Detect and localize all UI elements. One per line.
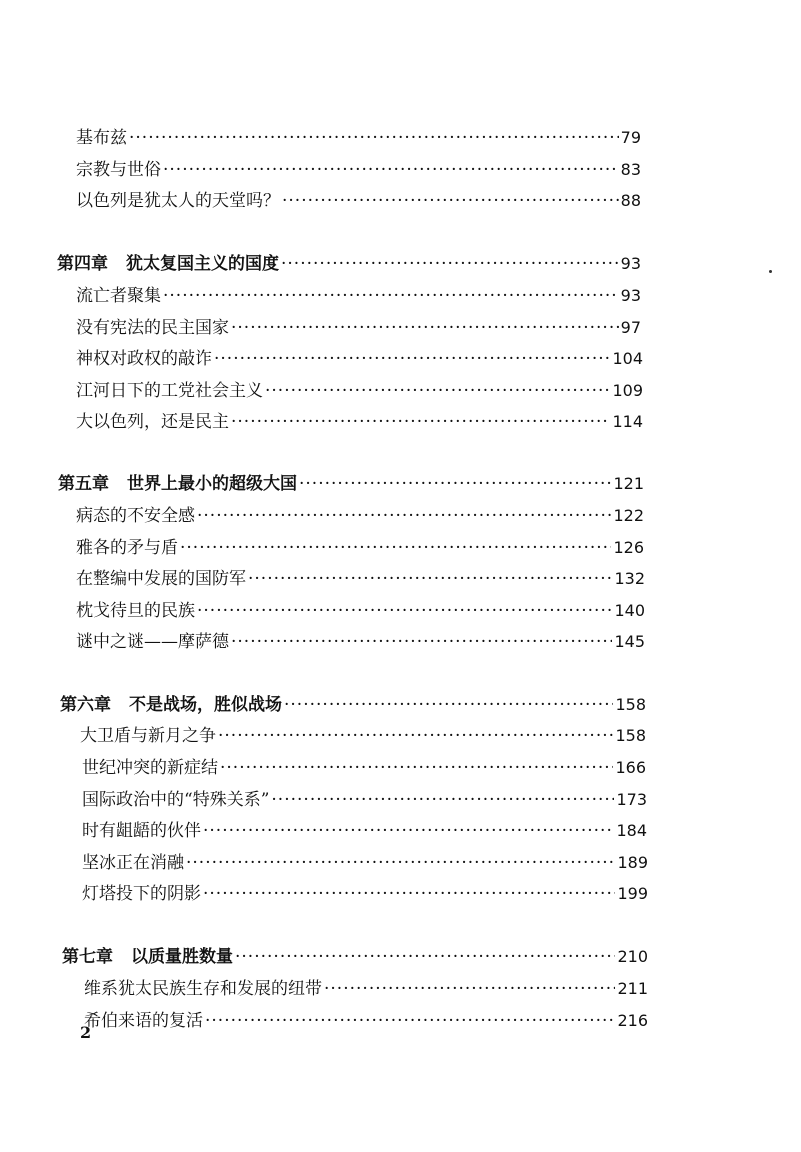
toc-chapter-entry [57,249,641,279]
toc-section-entry [82,816,647,846]
section-title: 基布兹 [76,128,127,148]
section-title: 大卫盾与新月之争 [80,726,216,746]
section-title: 枕戈待旦的民族 [76,601,195,621]
page-reference: 210 [617,947,648,966]
page-reference: 126 [613,538,644,557]
chapter-heading [57,249,279,279]
section-title: 维系犹太民族生存和发展的纽带 [84,979,322,999]
toc-section-entry [76,155,641,185]
section-title: 流亡者聚集 [76,286,161,306]
dot-leader [324,974,615,1004]
section-title: 宗教与世俗 [76,160,161,180]
page-reference: 140 [614,601,645,620]
page-reference: 121 [613,474,644,493]
dot-leader [265,376,610,406]
page-reference: 122 [613,506,644,525]
toc-section-entry [76,281,641,311]
chapter-label: 第四章 [57,254,108,274]
toc-section-entry [80,721,646,751]
chapter-title: 以质量胜数量 [131,947,233,967]
page-reference: 173 [616,790,647,809]
page-number: 2 [80,1023,92,1042]
page-reference: 104 [612,349,643,368]
dot-leader [163,155,619,185]
page-reference: 93 [620,254,641,273]
toc-chapter-entry [58,469,644,499]
section-title: 灯塔投下的阴影 [82,884,201,904]
section-title: 没有宪法的民主国家 [76,318,229,338]
dot-leader [197,501,611,531]
chapter-label: 第六章 [60,695,111,715]
dot-leader [231,407,610,437]
toc-section-entry [76,596,645,626]
page-reference: 184 [616,821,647,840]
page-reference: 158 [615,695,646,714]
dot-leader [220,753,613,783]
dot-leader [218,721,613,751]
page-reference: 132 [614,569,645,588]
dot-leader [186,848,615,878]
dot-leader [271,785,614,815]
section-title: 大以色列，还是民主 [76,412,229,432]
page-reference: 109 [612,381,643,400]
toc-section-entry [82,785,647,815]
dot-leader [235,942,615,972]
toc-section-entry [76,533,644,563]
toc-section-entry [84,1006,648,1036]
dot-leader [197,596,612,626]
dot-leader [231,313,619,343]
section-title: 坚冰正在消融 [82,853,184,873]
section-title: 谜中之谜——摩萨德 [76,632,229,652]
section-title: 病态的不安全感 [76,506,195,526]
chapter-title: 犹太复国主义的国度 [126,254,279,274]
scan-speck [769,270,772,273]
toc-section-entry [76,407,643,437]
page-reference: 211 [617,979,648,998]
section-title: 江河日下的工党社会主义 [76,381,263,401]
dot-leader [163,281,619,311]
toc-section-entry [84,974,648,1004]
page-reference: 79 [620,128,641,147]
dot-leader [180,533,611,563]
dot-leader [205,1006,615,1036]
page-reference: 216 [617,1011,648,1030]
dot-leader [248,564,612,594]
chapter-label: 第七章 [62,947,113,967]
dot-leader [281,249,619,279]
chapter-title: 不是战场，胜似战场 [129,695,282,715]
dot-leader [299,469,611,499]
toc-section-entry [82,879,648,909]
dot-leader [129,123,619,153]
page-reference: 93 [620,286,641,305]
toc-chapter-entry [62,942,648,972]
chapter-label: 第五章 [58,474,109,494]
page-reference: 199 [617,884,648,903]
toc-section-entry [76,376,643,406]
dot-leader [282,186,619,216]
toc-section-entry [76,627,645,657]
dot-leader [203,816,614,846]
toc-section-entry [82,848,648,878]
section-title: 国际政治中的“特殊关系” [82,790,270,810]
chapter-heading [62,942,233,972]
toc-section-entry [76,186,641,216]
page-reference: 166 [615,758,646,777]
section-title: 时有龃龉的伙伴 [82,821,201,841]
section-title: 在整编中发展的国防军 [76,569,246,589]
page-reference: 88 [620,191,641,210]
section-title: 神权对政权的敲诈 [76,349,212,369]
page-reference: 189 [617,853,648,872]
toc-section-entry [76,313,641,343]
toc-section-entry [82,753,646,783]
section-title: 希伯来语的复活 [84,1011,203,1031]
chapter-heading [60,690,282,720]
section-title: 以色列是犹太人的天堂吗？ [76,191,280,211]
toc-section-entry [76,564,645,594]
toc-section-entry [76,123,641,153]
dot-leader [203,879,615,909]
toc-section-entry [76,344,643,374]
chapter-heading [58,469,297,499]
section-title: 雅各的矛与盾 [76,538,178,558]
section-title: 世纪冲突的新症结 [82,758,218,778]
chapter-title: 世界上最小的超级大国 [127,474,297,494]
dot-leader [284,690,613,720]
toc-section-entry [76,501,644,531]
page-reference: 97 [620,318,641,337]
page-reference: 83 [620,160,641,179]
dot-leader [214,344,610,374]
dot-leader [231,627,612,657]
toc-chapter-entry [60,690,646,720]
page-reference: 114 [612,412,643,431]
page-reference: 158 [615,726,646,745]
page-reference: 145 [614,632,645,651]
